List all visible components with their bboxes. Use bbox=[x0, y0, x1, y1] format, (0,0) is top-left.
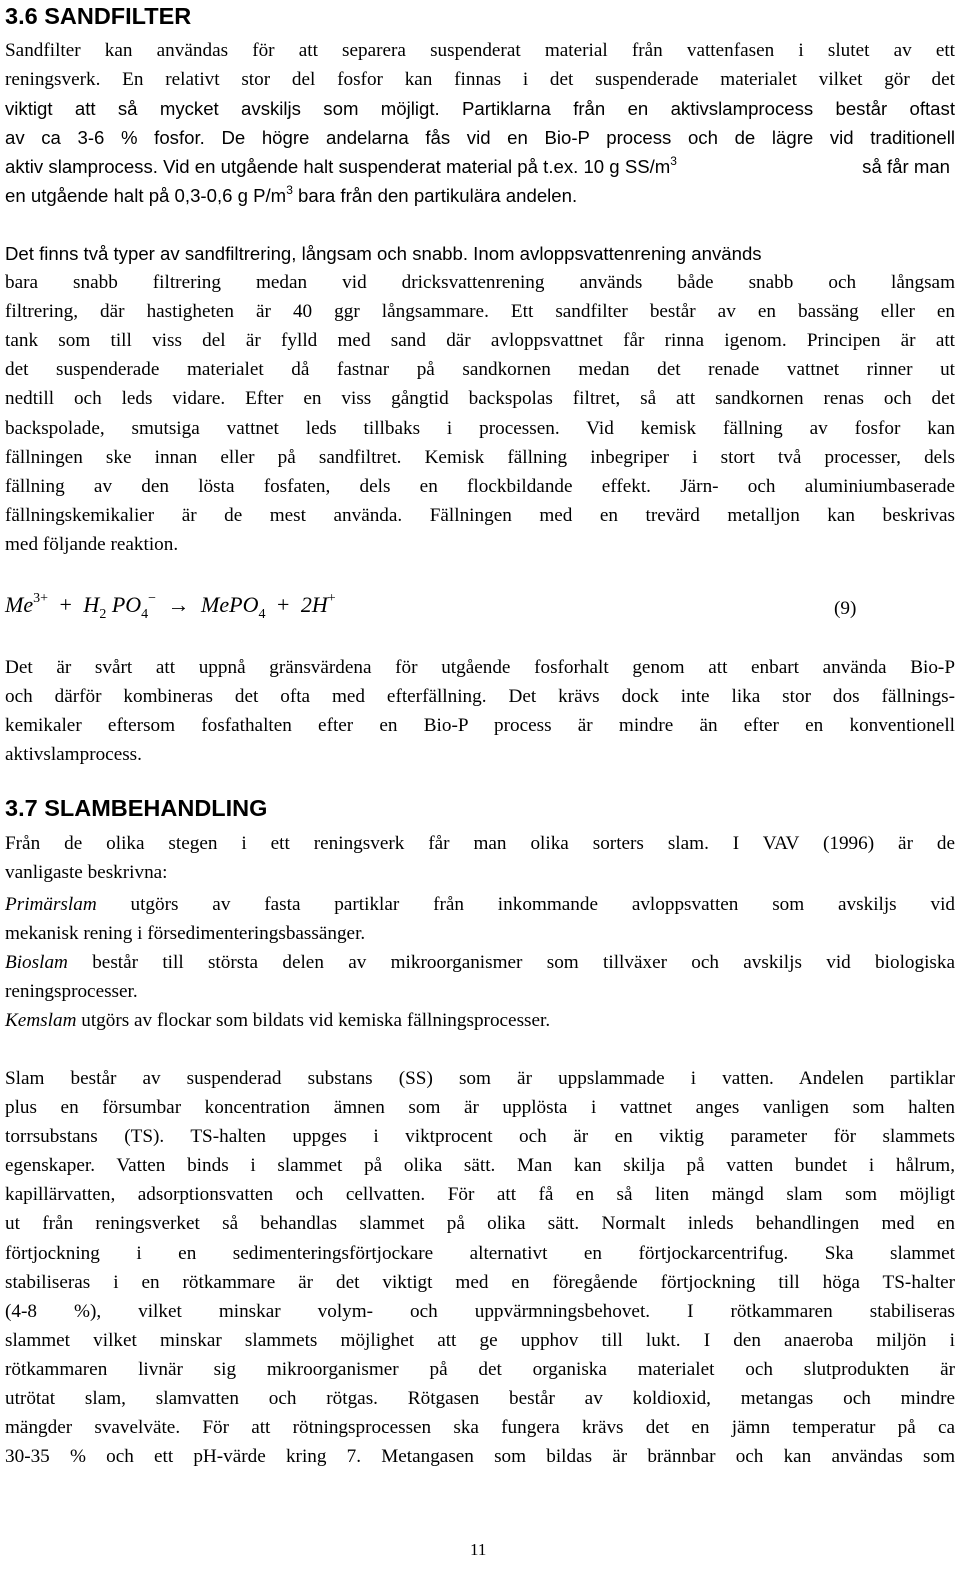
text-line: aktiv slamprocess. Vid en utgående halt suspenderat material på t.ex. 10 g $SS/m^3$ så får man bbox=[5, 154, 950, 178]
text-line: (4-8 %), vilket minskar volym- och uppvärmningsbehovet. I rötkammaren stabiliseras bbox=[5, 1300, 955, 1322]
text-line: Primärslam utgörs av fasta partiklar från inkommande avloppsvatten som avskiljs vid bbox=[5, 894, 955, 915]
text-line: fällningskemikalier är de mest använda. Fällningen med en trevärd metalljon kan beskrivas bbox=[5, 504, 955, 526]
text-line: av ca 3-6 % fosfor. De högre andelarna fås vid en Bio-P process och de lägre vid traditionell bbox=[5, 127, 955, 149]
text-line: och därför kombineras det ofta med efterfällning. Det krävs dock inte lika stor dos fällnings- bbox=[5, 686, 955, 708]
text-line: Kemslam utgörs av flockar som bildats vid kemiska fällningsprocesser. bbox=[5, 1010, 551, 1032]
page-number: 11 bbox=[470, 1540, 487, 1559]
paragraph-sludge-treatment bbox=[5, 1064, 955, 1471]
paragraph-sludge-intro bbox=[5, 829, 955, 887]
text-line: viktigt att så mycket avskiljs som möjligt. Partiklarna från en aktivslamprocess består oftast bbox=[5, 98, 955, 120]
text-line: Det är svårt att uppnå gränsvärdena för utgående fosforhalt genom att enbart använda Bio-P bbox=[5, 657, 955, 678]
text-line: det suspenderade materialet då fastnar på sandkornen medan det renade vattnet rinner ut bbox=[5, 359, 955, 381]
reaction-equation: $Me^{3+} + H_2$ $PO_4^-$ → MePO$_4$ + 2H+ bbox=[5, 591, 336, 622]
text-line: kemikaler eftersom fosfathalten efter en Bio-P process är mindre än efter en konventionell bbox=[5, 715, 955, 737]
sludge-types-list bbox=[5, 890, 955, 1035]
text-line: reningsverk. En relativt stor del fosfor kan finnas i det suspenderade materialet vilket gör det bbox=[5, 69, 955, 91]
text-line: utrötat slam, slamvatten och rötgas. Rötgasen består av koldioxid, metangas och mindre bbox=[5, 1388, 955, 1410]
text-line: nedtill och leds vidare. Efter en viss gångtid backspolas filtret, så att sandkornen renas och det bbox=[5, 388, 955, 410]
text-line: backspolade, smutsiga vattnet leds tillbaks i processen. Vid kemisk fällning av fosfor kan bbox=[5, 417, 955, 439]
section-heading-slambehandling: 3.7 SLAMBEHANDLING bbox=[5, 795, 268, 821]
text-line: aktivslamprocess. bbox=[5, 744, 142, 766]
paragraph-sandfilter-intro bbox=[5, 36, 955, 211]
text-line: Sandfilter kan användas för att separera suspenderat material från vattenfasen i slutet av ett bbox=[5, 40, 955, 61]
text-line: mängder svavelväte. För att rötningsprocessen ska fungera krävs det en jämn temperatur på ca bbox=[5, 1417, 955, 1439]
text-line: förtjockning i en sedimenteringsförtjockare alternativt en förtjockarcentrifug. Ska slammet bbox=[5, 1242, 955, 1264]
text-line: torrsubstans (TS). TS-halten uppges i viktprocent och är en viktig parameter för slammets bbox=[5, 1126, 955, 1148]
text-line: Det finns två typer av sandfiltrering, långsam och snabb. Inom avloppsvattenrening används bbox=[5, 243, 762, 264]
sludge-type-item bbox=[5, 1006, 955, 1035]
text-line: Bioslam består till största delen av mikroorganismer som tillväxer och avskiljs vid biologiska bbox=[5, 952, 955, 974]
text-line: slammet vilket minskar slammets möjlighet att ge upphov till lukt. I den anaeroba miljön i bbox=[5, 1329, 955, 1351]
paragraph-bio-p bbox=[5, 653, 955, 769]
text-line: rötkammaren livnär sig mikroorganismer på det organiska materialet och slutprodukten är bbox=[5, 1358, 955, 1380]
sludge-type-item bbox=[5, 890, 955, 948]
text-line: tank som till viss del är fylld med sand där avloppsvattnet får rinna igenom. Principen är att bbox=[5, 330, 955, 352]
text-line: ut från reningsverket så behandlas slammet på olika sätt. Normalt inleds behandlingen med en bbox=[5, 1213, 955, 1235]
text-line: en utgående halt på 0,3-0,6 g $P/m^3$ bara från den partikulära andelen. bbox=[5, 183, 578, 207]
equation-number: (9) bbox=[834, 598, 857, 619]
text-line: fällning av den lösta fosfaten, dels en flockbildande effekt. Järn- och aluminiumbaserade bbox=[5, 475, 955, 497]
sludge-type-item bbox=[5, 948, 955, 1006]
text-line: bara snabb filtrering medan vid dricksvattenrening används både snabb och långsam bbox=[5, 272, 955, 294]
text-line: med följande reaktion. bbox=[5, 533, 179, 555]
text-line: stabiliseras i en rötkammare är det viktigt med en föregående förtjockning till höga TS-halter bbox=[5, 1271, 955, 1293]
text-line: mekanisk rening i försedimenteringsbassänger. bbox=[5, 923, 366, 945]
text-line: 30-35 % och ett pH-värde kring 7. Metangasen som bildas är brännbar och kan användas som bbox=[5, 1446, 955, 1468]
text-line: Slam består av suspenderad substans (SS) som är uppslammade i vatten. Andelen partiklar bbox=[5, 1068, 955, 1089]
paragraph-sandfilter-types bbox=[5, 239, 955, 559]
text-line: reningsprocesser. bbox=[5, 981, 138, 1003]
text-line: vanligaste beskrivna: bbox=[5, 862, 168, 884]
text-line: fällningen ske innan eller på sandfiltret. Kemisk fällning inbegriper i stort två processer, dels bbox=[5, 446, 955, 468]
text-line: kapillärvatten, adsorptionsvatten och cellvatten. För att få en så liten mängd slam som möjligt bbox=[5, 1184, 955, 1206]
section-heading-sandfilter: 3.6 SANDFILTER bbox=[5, 3, 192, 29]
text-line: Från de olika stegen i ett reningsverk får man olika sorters slam. I VAV (1996) är de bbox=[5, 833, 955, 854]
text-line: plus en försumbar koncentration ämnen som är upplösta i vattnet anges vanligen som halten bbox=[5, 1097, 955, 1119]
text-line: filtrering, där hastigheten är 40 ggr långsammare. Ett sandfilter består av en bassäng eller en bbox=[5, 301, 955, 323]
text-line: egenskaper. Vatten binds i slammet på olika sätt. Man kan skilja på vatten bundet i hålrum, bbox=[5, 1155, 955, 1177]
